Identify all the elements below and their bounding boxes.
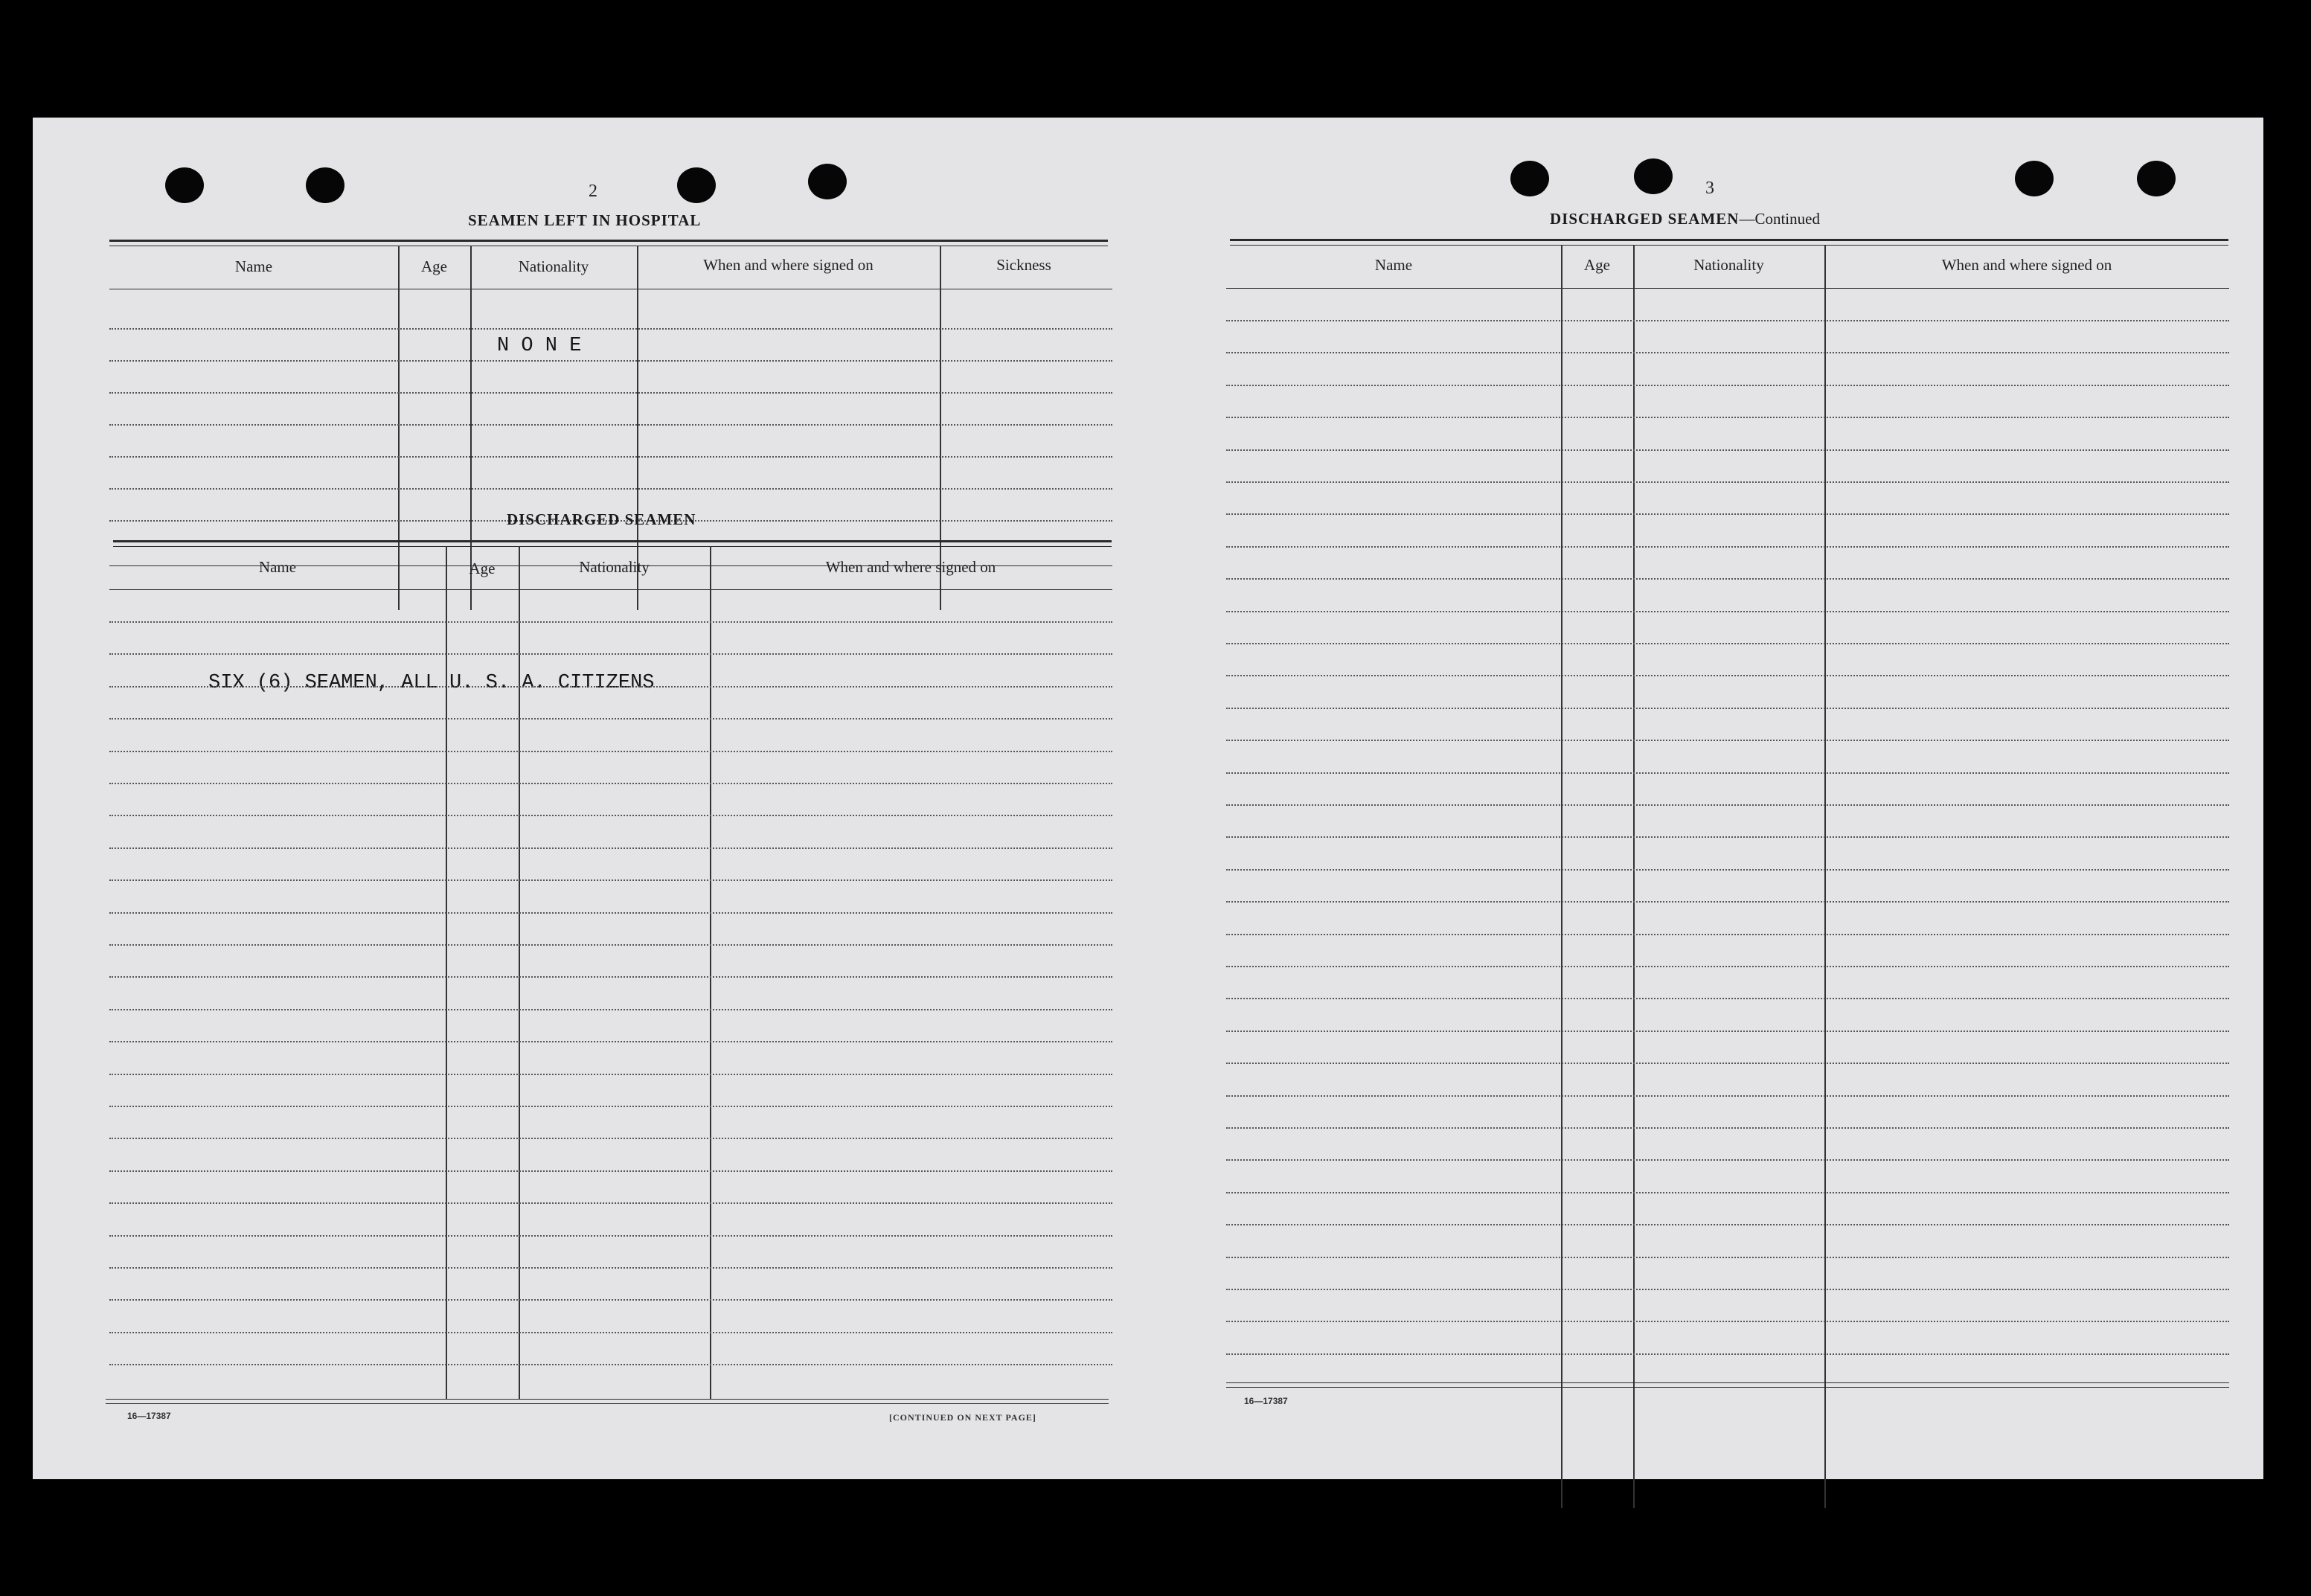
row-line — [109, 815, 1112, 816]
row-line — [1226, 417, 2229, 418]
punch-hole — [2137, 161, 2176, 196]
row-line — [1226, 546, 2229, 548]
row-line — [109, 1074, 1112, 1075]
row-line — [109, 783, 1112, 784]
row-line — [1226, 901, 2229, 903]
row-line — [1226, 1159, 2229, 1161]
row-line — [1226, 836, 2229, 838]
column-header-age: Age — [421, 257, 447, 275]
row-line — [1226, 869, 2229, 871]
row-line — [1226, 1289, 2229, 1290]
title-main: DISCHARGED SEAMEN — [1550, 210, 1740, 228]
column-header-name: Name — [1374, 256, 1413, 274]
column-header-signed-on: When and where signed on — [703, 256, 874, 274]
page-number: 2 — [589, 182, 597, 201]
row-line — [109, 686, 1112, 688]
form-document — [33, 118, 2263, 1479]
row-line — [109, 1138, 1112, 1139]
row-line — [1226, 1127, 2229, 1129]
row-line — [1226, 804, 2229, 806]
column-header-name: Name — [234, 257, 273, 275]
column-header-name: Name — [258, 558, 297, 576]
column-header-signed-on: When and where signed on — [1941, 256, 2112, 274]
hospital-entry: N O N E — [497, 335, 582, 357]
row-line — [1226, 449, 2229, 451]
hospital-section-title: SEAMEN LEFT IN HOSPITAL — [468, 211, 702, 229]
row-line — [109, 912, 1112, 914]
row-line — [109, 1106, 1112, 1107]
row-line — [109, 621, 1112, 623]
row-line — [1226, 1063, 2229, 1064]
row-line — [1226, 998, 2229, 999]
punch-hole — [165, 167, 204, 203]
row-line — [109, 718, 1112, 720]
row-line — [109, 944, 1112, 946]
column-header-nationality: Nationality — [518, 257, 589, 275]
row-line — [109, 751, 1112, 752]
column-header-sickness: Sickness — [996, 256, 1051, 274]
right-section-title — [1550, 210, 1820, 228]
discharged-entry: SIX (6) SEAMEN, ALL U. S. A. CITIZENS — [208, 672, 655, 694]
row-line — [109, 1332, 1112, 1333]
row-line — [109, 1299, 1112, 1301]
page-number: 3 — [1705, 179, 1714, 198]
row-line — [109, 1267, 1112, 1269]
row-line — [109, 847, 1112, 849]
punch-hole — [1510, 161, 1549, 196]
column-header-age: Age — [469, 560, 496, 577]
continued-note: [CONTINUED ON NEXT PAGE] — [889, 1412, 1036, 1423]
row-line — [1226, 1353, 2229, 1355]
column-header-nationality: Nationality — [579, 558, 650, 576]
row-line — [109, 879, 1112, 881]
form-number: 16—17387 — [127, 1411, 171, 1421]
row-line — [1226, 1031, 2229, 1032]
row-line — [1226, 1321, 2229, 1322]
punch-hole — [306, 167, 344, 203]
row-line — [109, 976, 1112, 978]
row-line — [1226, 1095, 2229, 1097]
row-line — [1226, 772, 2229, 774]
row-line — [109, 1009, 1112, 1010]
punch-hole — [1634, 158, 1673, 194]
row-line — [1226, 578, 2229, 580]
column-header-age: Age — [1584, 256, 1610, 274]
row-line — [1226, 740, 2229, 741]
row-line — [109, 1364, 1112, 1365]
row-line — [109, 1235, 1112, 1237]
punch-hole — [808, 164, 847, 199]
row-line — [109, 1041, 1112, 1042]
row-line — [1226, 708, 2229, 709]
row-line — [1226, 966, 2229, 967]
row-line — [1226, 352, 2229, 353]
row-line — [1226, 1257, 2229, 1258]
row-line — [1226, 481, 2229, 483]
row-line — [1226, 513, 2229, 515]
row-line — [109, 1202, 1112, 1204]
row-line — [109, 653, 1112, 655]
punch-hole — [677, 167, 716, 203]
row-line — [1226, 385, 2229, 386]
row-line — [1226, 643, 2229, 644]
row-line — [1226, 934, 2229, 935]
column-header-nationality: Nationality — [1693, 256, 1764, 274]
row-line — [109, 1170, 1112, 1172]
column-header-signed-on: When and where signed on — [825, 558, 996, 576]
row-line — [1226, 1224, 2229, 1225]
row-line — [1226, 1192, 2229, 1193]
title-suffix: —Continued — [1739, 210, 1820, 228]
discharged-section-title: DISCHARGED SEAMEN — [507, 510, 696, 528]
punch-hole — [2015, 161, 2054, 196]
form-number: 16—17387 — [1244, 1396, 1288, 1406]
row-line — [1226, 320, 2229, 321]
row-line — [1226, 611, 2229, 612]
row-line — [1226, 675, 2229, 676]
